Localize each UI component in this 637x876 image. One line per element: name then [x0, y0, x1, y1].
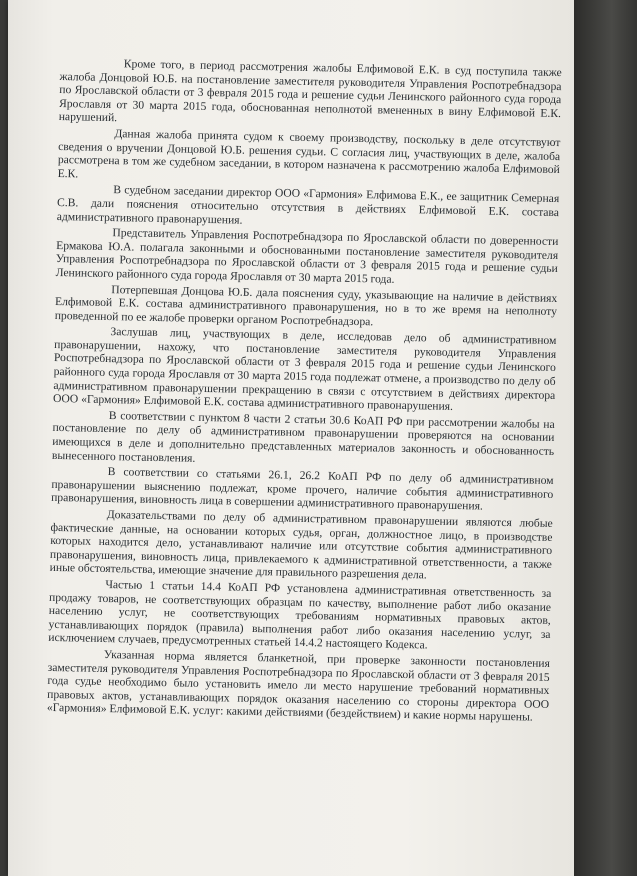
paragraph: В соответствии с пунктом 8 части 2 статьи 30.6 КоАП РФ при рассмотрении жалобы на постановление по делу об административном правонарушении проверяются на основании имеющихся в деле и дополнительно представленных материалов законность и обоснованность вынесенного постановления.: [51, 408, 555, 465]
scan-background-edge: [574, 0, 637, 876]
paragraph: В соответствии со статьями 26.1, 26.2 КоАП РФ по делу об административном правонарушении выяснению подлежат, кроме прочего, наличие события административного правонарушения, виновность лица в совершении административного правонарушения.: [51, 465, 554, 513]
paragraph: Доказательствами по делу об административном правонарушении являются любые фактические данные, на основании которых судья, орган, должностное лицо, в производстве которых находится дело, устанавливают наличие или отсутствие события административного правонарушения, виновность лица, привлекаемого к административной ответственности, а также иные обстоятельства, имеющие значение для правильного разрешения дела.: [49, 508, 553, 582]
document-page: [8, 0, 574, 876]
paragraph: Представитель Управления Роспотребнадзора по Ярославской области по доверенности Ермакова Ю.А. полагала законными и обоснованными постановление заместителя руководителя Управления Роспотребнадзора по Ярославской области от 3 февраля 2015 года и решение судьи Ленинского районного суда города Ярославля от 30 марта 2015 года.: [55, 226, 559, 286]
paragraph: Потерпевшая Донцова Ю.Б. дала пояснения суду, указывающие на наличие в действиях Елфимовой Е.К. состава административного правонарушения, но в то же время на неполноту проведенной по ее жалобе проверки органом Роспотребнадзора.: [54, 282, 558, 329]
paragraph: Кроме того, в период рассмотрения жалобы Елфимовой Е.К. в суд поступила также жалоба Донцовой Ю.Б. на постановление заместителя руководителя Управления Роспотребнадзора по Ярославской области от 3 февраля 2015 года и решение судьи Ленинского районного суда города Ярославля от 30 марта 2015 года, обоснованная неполнотой вмененных в вину Елфимовой Е.К. нарушений.: [58, 57, 562, 125]
paragraph: Данная жалоба принята судом к своему производству, поскольку в деле отсутствуют сведения о вручении Донцовой Ю.Б. решения судьи. С согласия лиц, участвующих в деле, жалоба рассмотрена в том же судебном заседании, в котором назначена к рассмотрению жалоба Елфимовой Е.К.: [57, 127, 561, 181]
paragraph: Заслушав лиц, участвующих в деле, исследовав дело об административном правонарушении, нахожу, что постановление заместителя руководителя Управления Роспотребнадзора по Ярославской области от 3 февраля 2015 года и решение судьи Ленинского районного суда города Ярославля от 30 марта 2015 года подлежат отмене, а производство по делу об административном правонарушении прекращению в связи с отсутствием в действиях директора ООО «Гармония» Елфимовой Е.К. состава административного правонарушения.: [52, 325, 557, 414]
paragraph: В судебном заседании директор ООО «Гармония» Елфимова Е.К., ее защитник Семерная С.В. дали пояснения относительно отсутствия в действиях Елфимовой Е.К. состава административного правонарушения.: [56, 183, 560, 227]
paragraph: Частью 1 статьи 14.4 КоАП РФ установлена административная ответственность за продажу товаров, не соответствующих образцам по качеству, выполнение работ либо оказание населению услуг, не соответствующих требованиям нормативных правовых актов, устанавливающих порядок (правила) выполнения работ либо оказания населению услуг, за исключением случаев, предусмотренных статьей 14.4.2 настоящего Кодекса.: [48, 577, 552, 652]
document-body: [47, 56, 562, 727]
paragraph: Указанная норма является бланкетной, при проверке законности постановления заместителя руководителя Управления Роспотребнадзора по Ярославской области от 3 февраля 2015 года судье необходимо было установить имело ли место нарушение требований нормативных правовых актов, устанавливающих порядок оказания населению со стороны директора ООО «Гармония» Елфимовой Е.К. услуг: какими действиями (бездействием) и какие нормы нарушены.: [46, 647, 551, 724]
